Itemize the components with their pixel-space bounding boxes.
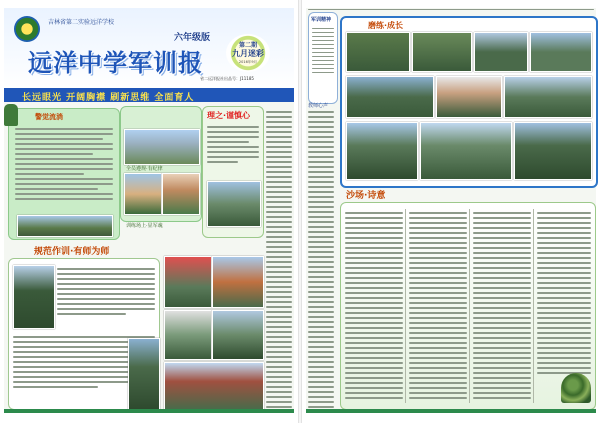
photo-track-1: [164, 256, 212, 308]
photo-track-4: [212, 310, 264, 360]
article-photo-1: [17, 215, 113, 237]
collage-photo-7: [504, 76, 592, 118]
poem-col-2: [409, 209, 467, 403]
section-title-2: 理之·谨慎心: [207, 111, 251, 120]
collage-photo-4: [530, 32, 592, 72]
poem-section-title: 沙场·诗意: [346, 191, 386, 201]
school-logo-icon: [14, 16, 40, 42]
masthead: [4, 8, 294, 88]
collage-photo-3: [474, 32, 528, 72]
section-title-1: 警觉流淌: [35, 113, 63, 121]
left-page: [4, 8, 294, 413]
photo-collage: [340, 16, 598, 188]
spirit-box: [308, 12, 338, 104]
article-box-2: [202, 106, 264, 238]
col-divider-3: [533, 209, 534, 403]
paper-title: 远洋中学军训报: [28, 49, 203, 77]
collage-photo-2: [412, 32, 472, 72]
issue-number: 第二期: [238, 42, 257, 49]
photo-student-2: [162, 173, 200, 215]
teacher-caption: 教师心声: [308, 103, 329, 109]
left-footer-bar: [4, 409, 294, 413]
issue-date: 2016年9月: [238, 60, 258, 64]
soldier-icon: [4, 104, 18, 126]
collage-photo-1: [346, 32, 410, 72]
photo-student-1: [124, 173, 162, 215]
right-page: [306, 8, 596, 413]
slogan-bar: [4, 88, 294, 102]
spirit-text: [312, 25, 334, 95]
photo-track-2: [212, 256, 264, 308]
photo-training: [207, 181, 261, 227]
column-text-right: [266, 108, 292, 408]
center-fold: [298, 0, 302, 423]
slogan-text: 长远眼光 开阔胸襟 刷新思维 全面育人: [22, 93, 195, 103]
photo-drill-1: [124, 129, 200, 165]
collage-photo-6: [436, 76, 502, 118]
spirit-title: 军训精神: [311, 17, 332, 23]
photo-track-5: [164, 362, 264, 410]
collage-photo-8: [346, 122, 418, 180]
photo-track-3: [164, 310, 212, 360]
section-title-3: 规范作训·有师为师: [34, 247, 110, 257]
grade-label: 六年级版: [174, 33, 211, 43]
collage-photo-5: [346, 76, 434, 118]
collage-photo-10: [514, 122, 592, 180]
poem-box: [340, 202, 596, 410]
article-text-1: [15, 125, 113, 215]
right-footer-bar: [306, 409, 596, 413]
issue-theme: 九月迷彩: [232, 49, 264, 58]
masthead-credits: [308, 8, 594, 12]
photo-soldiers: [128, 338, 160, 410]
col-divider-1: [405, 209, 406, 403]
school-name: 吉林省第二实验远洋学校: [48, 19, 115, 26]
article-text-2: [207, 123, 259, 179]
article-text-3: [57, 265, 155, 329]
registration-number: 省二远洋报社出品号：J11185: [200, 76, 254, 81]
photo-caption-1: 全员遵规·有纪律: [126, 166, 163, 172]
column-text-left: [308, 108, 334, 408]
col-divider-2: [469, 209, 470, 403]
article-box-1: [8, 108, 120, 240]
camo-soldier-icon: [561, 373, 591, 403]
collage-photo-9: [420, 122, 512, 180]
photo-section-title: 磨练·成长: [368, 21, 404, 30]
poem-col-3: [473, 209, 531, 403]
photo-box-left: [120, 106, 202, 222]
photo-caption-2: 训练场上·显军魂: [126, 223, 163, 229]
issue-badge: [226, 34, 270, 72]
poem-col-1: [345, 209, 403, 403]
photo-instructor: [13, 265, 55, 329]
